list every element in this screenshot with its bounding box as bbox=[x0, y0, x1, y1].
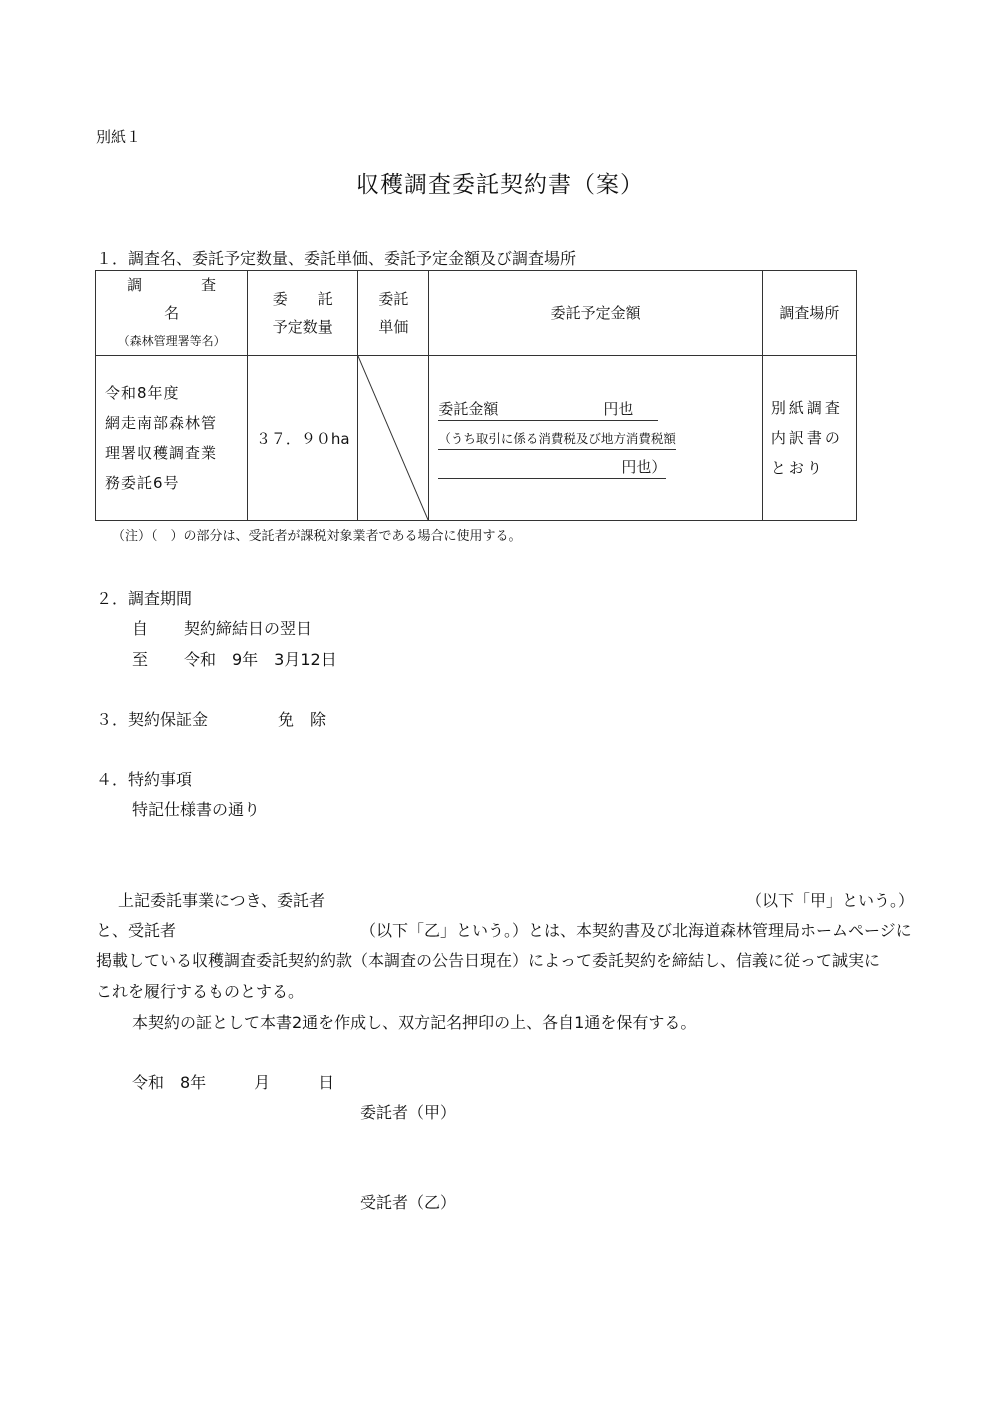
body-line3: 掲載している収穫調査委託契約約款（本調査の公告日現在）によって委託契約を締結し、信義に従って誠実に bbox=[96, 951, 881, 970]
cell-unit-price-empty bbox=[358, 356, 429, 521]
body-line5: 本契約の証として本書2通を作成し、双方記名押印の上、各自1通を保有する。 bbox=[132, 1013, 697, 1032]
section3-heading: ３．契約保証金 bbox=[96, 710, 209, 729]
amount-line2: （うち取引に係る消費税及び地方消費税額 bbox=[438, 429, 676, 450]
header-amount: 委託予定金額 bbox=[429, 271, 762, 356]
period-to-value: 令和 9年 3月12日 bbox=[184, 650, 337, 669]
period-from-label: 自 bbox=[132, 619, 149, 638]
section4-heading: ４．特約事項 bbox=[96, 770, 193, 789]
special-terms-value: 特記仕様書の通り bbox=[132, 800, 261, 819]
deposit-value: 免 除 bbox=[278, 710, 327, 729]
contractor-label: 受託者（乙） bbox=[360, 1193, 457, 1212]
contract-date: 令和 8年 月 日 bbox=[132, 1073, 335, 1092]
consignor-label: 委託者（甲） bbox=[360, 1103, 457, 1122]
cell-place: 別紙調査 内訳書の とおり bbox=[762, 356, 856, 521]
cell-amount bbox=[429, 356, 762, 521]
period-from-value: 契約締結日の翌日 bbox=[184, 619, 313, 638]
amount-line1: 委託金額 円也 bbox=[438, 398, 658, 421]
body-line1-start: 上記委託事業につき、委託者 bbox=[118, 891, 326, 910]
table-row bbox=[96, 356, 857, 521]
body-line4: これを履行するものとする。 bbox=[96, 982, 305, 1001]
table-header-row bbox=[96, 271, 857, 356]
cell-survey-name: 令和8年度 網走南部森林管 理署収穫調査業 務委託6号 bbox=[96, 356, 248, 521]
header-quantity: 委 託 予定数量 bbox=[248, 271, 358, 356]
diagonal-slash bbox=[358, 356, 428, 520]
document-title: 収穫調査委託契約書（案） bbox=[356, 172, 644, 198]
body-line2: と、受託者 （以下「乙」という。）とは、本契約書及び北海道森林管理局ホームページに bbox=[96, 921, 912, 940]
section1-heading: １．調査名、委託予定数量、委託単価、委託予定金額及び調査場所 bbox=[96, 249, 577, 268]
header-unit-price: 委託 単価 bbox=[358, 271, 429, 356]
table-note: （注）（ ）の部分は、受託者が課税対象業者である場合に使用する。 bbox=[112, 529, 522, 544]
document-label: 別紙１ bbox=[96, 128, 142, 146]
amount-line3: 円也） bbox=[438, 456, 666, 479]
contract-table bbox=[95, 270, 857, 521]
section2-heading: ２．調査期間 bbox=[96, 589, 193, 608]
period-to-label: 至 bbox=[132, 650, 149, 669]
header-place: 調査場所 bbox=[762, 271, 856, 356]
header-survey-name: 調 査 名 （森林管理署等名） bbox=[96, 271, 248, 356]
cell-quantity: ３７．９０ha bbox=[248, 356, 358, 521]
body-line1-end: （以下「甲」という。） bbox=[745, 891, 914, 910]
